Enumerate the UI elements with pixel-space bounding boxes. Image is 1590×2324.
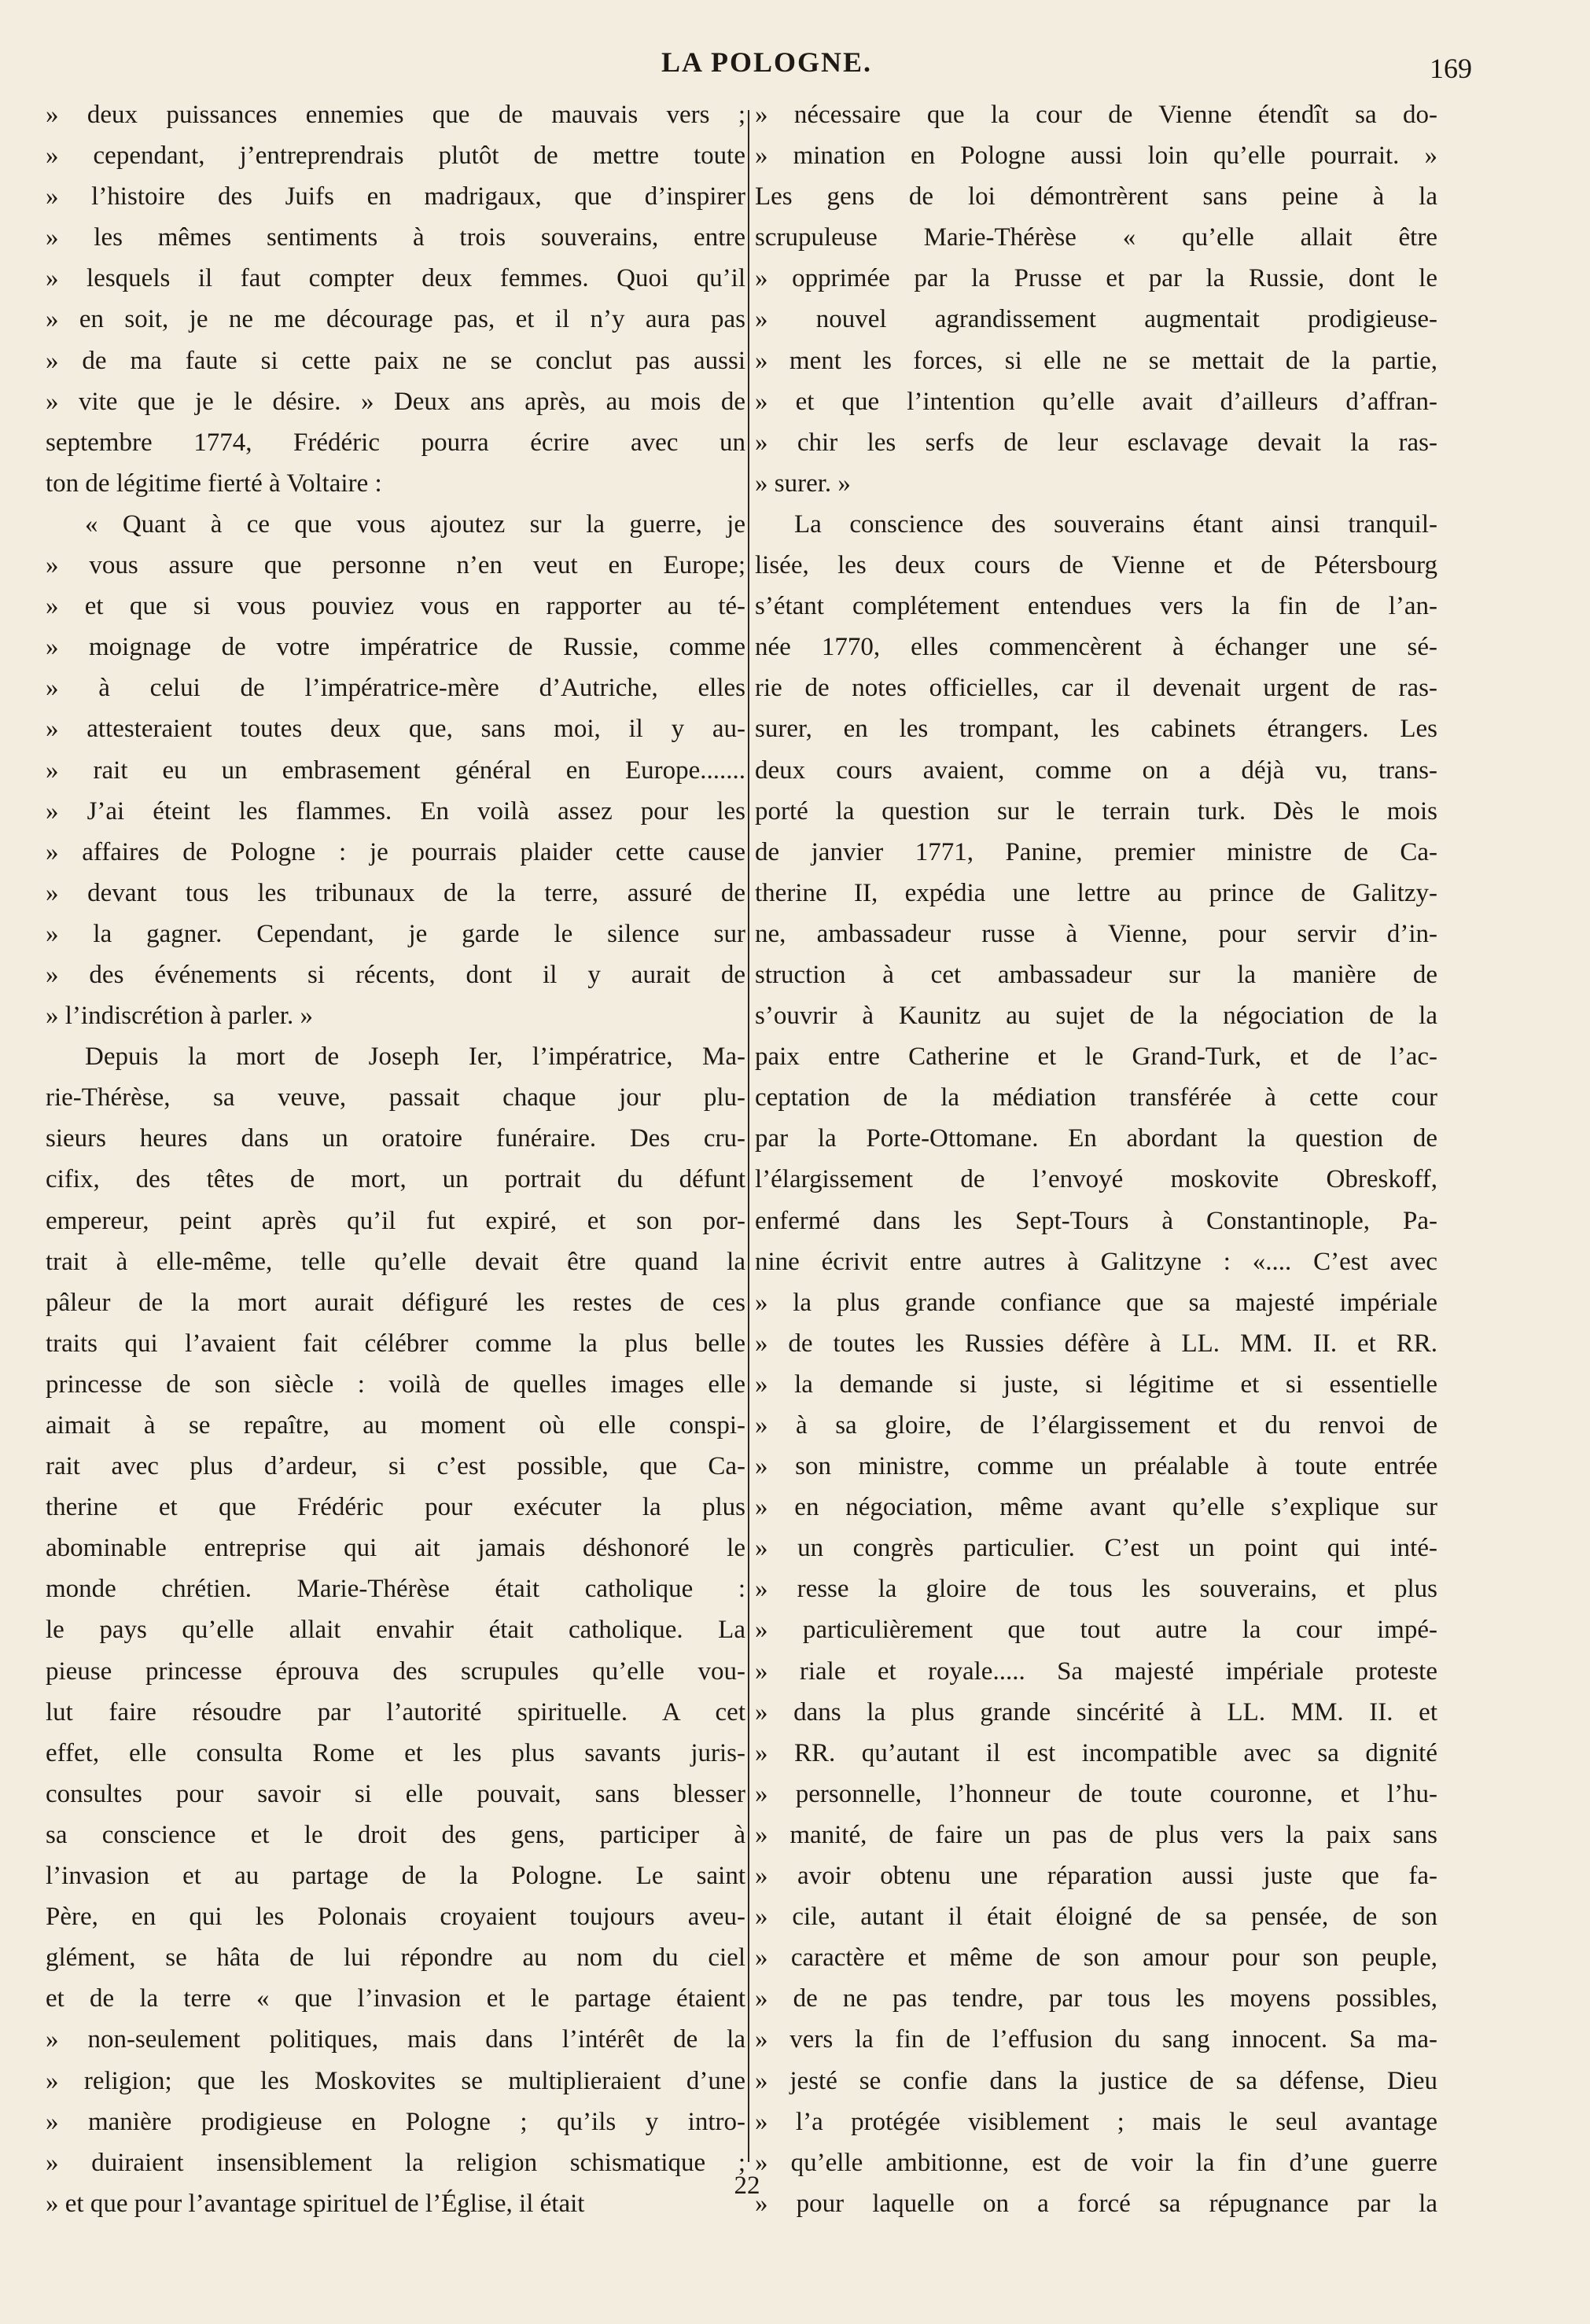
left-column-line: pâleur de la mort aurait défiguré les restes de ces [46,1288,745,1317]
left-column-line: Depuis la mort de Joseph Ier, l’impératrice, Ma- [85,1042,745,1072]
right-column-line: née 1770, elles commencèrent à échanger une sé- [755,633,1437,662]
right-column-line: » nécessaire que la cour de Vienne étendît sa do- [755,101,1437,129]
left-column-line: » à celui de l’impératrice-mère d’Autriche, elles [46,674,745,703]
right-column-line: » chir les serfs de leur esclavage devait la ras- [755,428,1437,457]
right-column-line: » la plus grande confiance que sa majesté impériale [755,1288,1437,1317]
left-column-line: » affaires de Pologne : je pourrais plaider cette cause [46,837,745,866]
right-column-line: » à sa gloire, de l’élargissement et du renvoi de [755,1411,1437,1440]
right-column-line: porté la question sur le terrain turk. Dès le mois [755,796,1437,826]
right-column-line: » opprimée par la Prusse et par la Russie, dont le [755,264,1437,293]
left-column-line: » l’indiscrétion à parler. » [46,1002,313,1031]
right-column-line: » particulièrement que tout autre la cour impé- [755,1616,1437,1645]
right-column-line: therine II, expédia une lettre au prince de Galitzy- [755,878,1437,907]
right-column-line: s’ouvrir à Kaunitz au sujet de la négociation de la [755,1002,1437,1031]
left-column-line: » J’ai éteint les flammes. En voilà assez pour les [46,796,745,826]
right-column-line: lisée, les deux cours de Vienne et de Pétersbourg [755,551,1437,580]
right-column-line: » riale et royale..... Sa majesté impériale proteste [755,1657,1437,1686]
left-column-line: empereur, peint après qu’il fut expiré, et son por- [46,1206,745,1235]
running-title: LA POLOGNE. [661,46,873,78]
right-column-line: » la demande si juste, si légitime et si essentielle [755,1370,1437,1399]
right-column-line: La conscience des souverains étant ainsi tranquil- [794,509,1437,539]
right-column-line: » de toutes les Russies défère à LL. MM. II. et RR. [755,1329,1437,1358]
right-column-line: » dans la plus grande sincérité à LL. MM. II. et [755,1697,1437,1726]
left-column-line: » en soit, je ne me décourage pas, et il n’y aura pas [46,305,745,334]
left-column-line: abominable entreprise qui ait jamais déshonoré le [46,1534,745,1563]
right-column-line: paix entre Catherine et le Grand-Turk, et de l’ac- [755,1042,1437,1072]
signature-mark: 22 [734,2171,760,2200]
right-column-line: deux cours avaient, comme on a déjà vu, trans- [755,756,1437,785]
left-column-line: » et que si vous pouviez vous en rapporter au té- [46,592,745,621]
left-column-line: rait avec plus d’ardeur, si c’est possible, que Ca- [46,1452,745,1481]
right-column-line: » jesté se confie dans la justice de sa défense, Dieu [755,2066,1437,2095]
right-column-line: » en négociation, même avant qu’elle s’explique sur [755,1493,1437,1522]
right-column-line: » nouvel agrandissement augmentait prodigieuse- [755,305,1437,334]
right-column-line: enfermé dans les Sept-Tours à Constantinople, Pa- [755,1206,1437,1235]
left-column-line: therine et que Frédéric pour exécuter la plus [46,1493,745,1522]
right-column-line: » son ministre, comme un préalable à toute entrée [755,1452,1437,1481]
left-column-line: » deux puissances ennemies que de mauvais vers ; [46,101,745,129]
right-column-line: » caractère et même de son amour pour son peuple, [755,1943,1437,1973]
left-column-line: et de la terre « que l’invasion et le partage étaient [46,1984,745,2013]
left-column-line: ton de légitime fierté à Voltaire : [46,469,382,498]
left-column-line: cifix, des têtes de mort, un portrait du défunt [46,1165,745,1194]
left-column-line: traits qui l’avaient fait célébrer comme la plus belle [46,1329,745,1358]
left-column-line: » des événements si récents, dont il y aurait de [46,960,745,989]
left-column-line: » les mêmes sentiments à trois souverains, entre [46,223,745,252]
left-column-line: » attesteraient toutes deux que, sans moi, il y au- [46,715,745,744]
left-column-line: sa conscience et le droit des gens, participer à [46,1820,745,1849]
left-column-line: rie-Thérèse, sa veuve, passait chaque jour plu- [46,1083,745,1112]
column-divider [748,110,749,2162]
left-column-line: » vite que je le désire. » Deux ans après, au mois de [46,387,745,416]
left-column-line: » l’histoire des Juifs en madrigaux, que d’inspirer [46,182,745,211]
left-column-line: » religion; que les Moskovites se multiplieraient d’une [46,2066,745,2095]
right-column-line: » mination en Pologne aussi loin qu’elle pourrait. » [755,142,1437,171]
left-column-line: » manière prodigieuse en Pologne ; qu’ils y intro- [46,2107,745,2136]
page-number: 169 [1430,53,1472,84]
left-column [46,94,745,2224]
right-column-line: » pour laquelle on a forcé sa répugnance par la [755,2189,1437,2218]
right-column-line: de janvier 1771, Panine, premier ministre de Ca- [755,837,1437,866]
left-column-line: consultes pour savoir si elle pouvait, sans blesser [46,1779,745,1808]
right-column-line: » RR. qu’autant il est incompatible avec sa dignité [755,1738,1437,1767]
left-column-line: trait à elle-même, telle qu’elle devait être quand la [46,1247,745,1276]
left-column-line: « Quant à ce que vous ajoutez sur la guerre, je [85,509,745,539]
right-column-line: surer, en les trompant, les cabinets étrangers. Les [755,715,1437,744]
left-column-line: » moignage de votre impératrice de Russie, comme [46,633,745,662]
right-column-line: » qu’elle ambitionne, est de voir la fin d’une guerre [755,2148,1437,2177]
right-column-line: » cile, autant il était éloigné de sa pensée, de son [755,1903,1437,1932]
left-column-line: » cependant, j’entreprendrais plutôt de mettre toute [46,142,745,171]
right-column-line: » personnelle, l’honneur de toute couronne, et l’hu- [755,1779,1437,1808]
left-column-line: monde chrétien. Marie-Thérèse était catholique : [46,1575,745,1604]
right-column-line: par la Porte-Ottomane. En abordant la question de [755,1124,1437,1153]
right-column-line: » ment les forces, si elle ne se mettait de la partie, [755,346,1437,375]
left-column-line: » non-seulement politiques, mais dans l’intérêt de la [46,2025,745,2054]
left-column-line: Père, en qui les Polonais croyaient toujours aveu- [46,1903,745,1932]
left-column-line: » la gagner. Cependant, je garde le silence sur [46,919,745,948]
left-column-line: le pays qu’elle allait envahir était catholique. La [46,1616,745,1645]
right-column-line: » resse la gloire de tous les souverains, et plus [755,1575,1437,1604]
right-column-line: scrupuleuse Marie-Thérèse « qu’elle allait être [755,223,1437,252]
right-column-line: nine écrivit entre autres à Galitzyne : «.... C’est avec [755,1247,1437,1276]
left-column-line: » de ma faute si cette paix ne se conclut pas aussi [46,346,745,375]
right-column-line: rie de notes officielles, car il devenait urgent de ras- [755,674,1437,703]
left-column-line: princesse de son siècle : voilà de quelles images elle [46,1370,745,1399]
left-column-line: » vous assure que personne n’en veut en Europe; [46,551,745,580]
right-column-line: l’élargissement de l’envoyé moskovite Obreskoff, [755,1165,1437,1194]
left-column-line: glément, se hâta de lui répondre au nom du ciel [46,1943,745,1973]
right-column-line: ne, ambassadeur russe à Vienne, pour servir d’in- [755,919,1437,948]
left-column-line: » et que pour l’avantage spirituel de l’Église, il était [46,2189,585,2218]
right-column-line: Les gens de loi démontrèrent sans peine à la [755,182,1437,211]
right-column-line: » vers la fin de l’effusion du sang innocent. Sa ma- [755,2025,1437,2054]
left-column-line: » devant tous les tribunaux de la terre, assuré de [46,878,745,907]
left-column-line: pieuse princesse éprouva des scrupules qu’elle vou- [46,1657,745,1686]
right-column-line: s’étant complétement entendues vers la fin de l’an- [755,592,1437,621]
right-column-line: ceptation de la médiation transférée à cette cour [755,1083,1437,1112]
right-column-line: » et que l’intention qu’elle avait d’ailleurs d’affran- [755,387,1437,416]
left-column-line: » rait eu un embrasement général en Europe....... [46,756,745,785]
right-column-line: » un congrès particulier. C’est un point qui inté- [755,1534,1437,1563]
right-column-line: » de ne pas tendre, par tous les moyens possibles, [755,1984,1437,2013]
left-column-line: lut faire résoudre par l’autorité spirituelle. A cet [46,1697,745,1726]
right-column [755,94,1437,2224]
left-column-line: septembre 1774, Frédéric pourra écrire avec un [46,428,745,457]
right-column-line: » surer. » [755,469,851,498]
right-column-line: » manité, de faire un pas de plus vers la paix sans [755,1820,1437,1849]
left-column-line: effet, elle consulta Rome et les plus savants juris- [46,1738,745,1767]
left-column-line: l’invasion et au partage de la Pologne. Le saint [46,1862,745,1891]
left-column-line: sieurs heures dans un oratoire funéraire. Des cru- [46,1124,745,1153]
right-column-line: » l’a protégée visiblement ; mais le seul avantage [755,2107,1437,2136]
left-column-line: » duiraient insensiblement la religion schismatique ; [46,2148,745,2177]
left-column-line: aimait à se repaître, au moment où elle conspi- [46,1411,745,1440]
right-column-line: » avoir obtenu une réparation aussi juste que fa- [755,1862,1437,1891]
right-column-line: struction à cet ambassadeur sur la manière de [755,960,1437,989]
left-column-line: » lesquels il faut compter deux femmes. Quoi qu’il [46,264,745,293]
